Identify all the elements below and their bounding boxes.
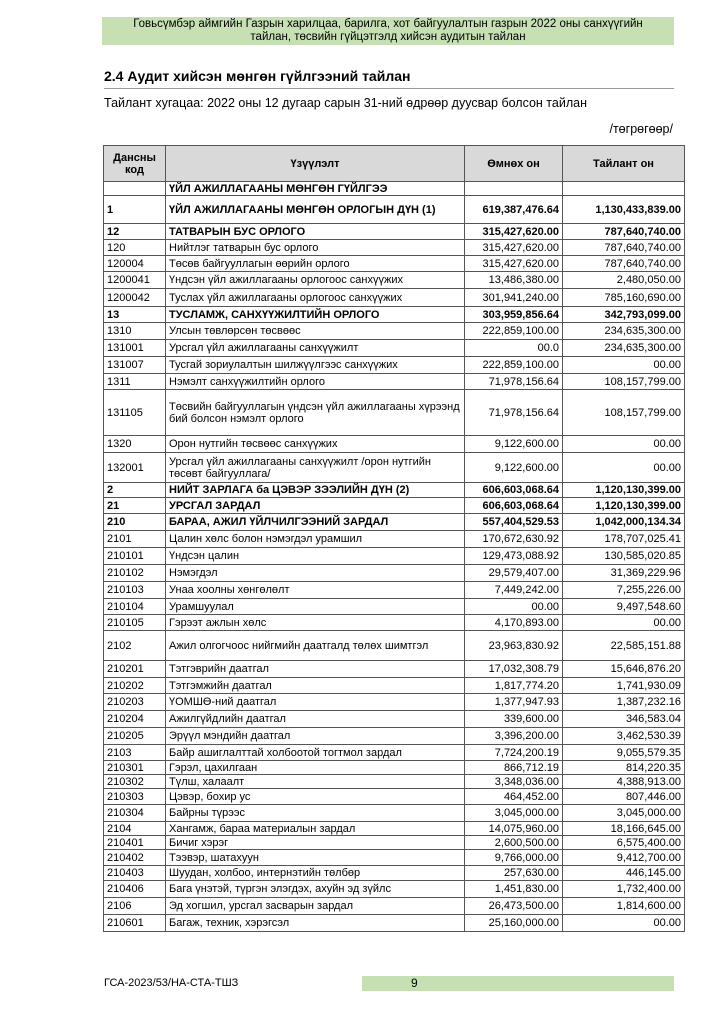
previous-year-cell: 606,603,068.64 <box>465 483 563 498</box>
account-code-cell: 210201 <box>104 661 166 678</box>
indicator-cell: Ажилгүйдлийн даатгал <box>166 711 465 728</box>
table-row <box>104 323 685 340</box>
indicator-cell: ҮЙЛ АЖИЛЛАГААНЫ МӨНГӨН ГҮЙЛГЭЭ <box>166 182 465 196</box>
account-code-cell: 2103 <box>104 745 166 761</box>
current-year-cell: 234,635,300.00 <box>563 323 685 340</box>
current-year-cell: 9,412,700.00 <box>563 850 685 866</box>
account-code-cell: 210406 <box>104 881 166 898</box>
current-year-cell: 7,255,226.00 <box>563 582 685 599</box>
indicator-cell: Нийтлэг татварын бус орлого <box>166 240 465 256</box>
previous-year-cell: 29,579,407.00 <box>465 565 563 582</box>
previous-year-cell: 23,963,830.92 <box>465 631 563 661</box>
current-year-cell: 1,130,433,839.00 <box>563 196 685 224</box>
table-row <box>104 483 685 498</box>
previous-year-cell: 1,377,947.93 <box>465 694 563 711</box>
current-year-cell: 178,707,025.41 <box>563 531 685 548</box>
account-code-cell: 1200041 <box>104 272 166 289</box>
current-year-cell: 6,575,400.00 <box>563 836 685 850</box>
previous-year-cell: 7,449,242.00 <box>465 582 563 599</box>
report-period: Тайлант хугацаа: 2022 оны 12 дугаар сарын 31-ний өдрөөр дуусвар болсон тайлан <box>104 96 587 110</box>
current-year-cell: 814,220.35 <box>563 761 685 775</box>
previous-year-cell: 222,859,100.00 <box>465 323 563 340</box>
account-code-cell: 1320 <box>104 436 166 453</box>
current-year-cell: 1,814,600.00 <box>563 898 685 915</box>
table-row <box>104 711 685 728</box>
current-year-cell: 00.00 <box>563 915 685 932</box>
indicator-cell: Шуудан, холбоо, интернэтийн төлбөр <box>166 866 465 881</box>
previous-year-cell: 00.0 <box>465 340 563 357</box>
indicator-cell: Тэтгэврийн даатгал <box>166 661 465 678</box>
current-year-cell: 1,120,130,399.00 <box>563 498 685 514</box>
current-year-cell: 31,369,229.96 <box>563 565 685 582</box>
account-code-cell: 210403 <box>104 866 166 881</box>
indicator-cell: Орон нутгийн төсвөөс санхүүжих <box>166 436 465 453</box>
table-row <box>104 775 685 789</box>
account-code-cell: 2101 <box>104 531 166 548</box>
table-row <box>104 340 685 357</box>
previous-year-cell: 7,724,200.19 <box>465 745 563 761</box>
indicator-cell: ҮЙЛ АЖИЛЛАГААНЫ МӨНГӨН ОРЛОГЫН ДҮН (1) <box>166 196 465 224</box>
account-code-cell: 12 <box>104 224 166 240</box>
previous-year-cell: 1,451,830.00 <box>465 881 563 898</box>
previous-year-cell: 301,941,240.00 <box>465 289 563 307</box>
indicator-cell: Хангамж, бараа материалын зардал <box>166 822 465 836</box>
table-row <box>104 436 685 453</box>
previous-year-cell: 00.00 <box>465 599 563 615</box>
current-year-cell: 3,045,000.00 <box>563 805 685 822</box>
account-code-cell: 2106 <box>104 898 166 915</box>
indicator-cell: Нэмэлт санхүүжилтийн орлого <box>166 374 465 390</box>
current-year-cell: 00.00 <box>563 436 685 453</box>
account-code-cell: 210103 <box>104 582 166 599</box>
current-year-cell: 1,732,400.00 <box>563 881 685 898</box>
table-row <box>104 805 685 822</box>
account-code-cell: 132001 <box>104 453 166 483</box>
table-row <box>104 694 685 711</box>
current-year-cell <box>563 182 685 196</box>
previous-year-cell: 339,600.00 <box>465 711 563 728</box>
table-row <box>104 498 685 514</box>
account-code-cell: 210205 <box>104 728 166 745</box>
table-row <box>104 374 685 390</box>
previous-year-cell: 13,486,380.00 <box>465 272 563 289</box>
table-row <box>104 224 685 240</box>
previous-year-cell: 2,600,500.00 <box>465 836 563 850</box>
current-year-cell: 00.00 <box>563 615 685 631</box>
indicator-cell: Гэрээт ажлын хөлс <box>166 615 465 631</box>
indicator-cell: Урсгал үйл ажиллагааны санхүүжилт /орон нутгийн төсөвт байгууллага/ <box>166 453 465 483</box>
indicator-cell: Улсын төвлөрсөн төсвөөс <box>166 323 465 340</box>
account-code-cell: 13 <box>104 307 166 323</box>
indicator-cell: Цэвэр, бохир ус <box>166 789 465 805</box>
table-row <box>104 678 685 694</box>
indicator-cell: Унаа хоолны хөнгөлөлт <box>166 582 465 599</box>
current-year-cell: 108,157,799.00 <box>563 390 685 436</box>
indicator-cell: Ажил олгогчоос нийгмийн даатгалд төлөх шимтгэл <box>166 631 465 661</box>
table-row <box>104 182 685 196</box>
table-row <box>104 582 685 599</box>
indicator-cell: Төсвийн байгууллагын үндсэн үйл ажиллагааны хүрээнд бий болсон нэмэлт орлого <box>166 390 465 436</box>
previous-year-cell: 9,766,000.00 <box>465 850 563 866</box>
indicator-cell: Байр ашиглалттай холбоотой тогтмол зардал <box>166 745 465 761</box>
table-row <box>104 514 685 531</box>
cash-flow-table <box>103 145 685 932</box>
table-row <box>104 866 685 881</box>
table-row <box>104 453 685 483</box>
previous-year-cell: 315,427,620.00 <box>465 240 563 256</box>
previous-year-cell: 303,959,856.64 <box>465 307 563 323</box>
account-code-cell: 2 <box>104 483 166 498</box>
table-row <box>104 728 685 745</box>
current-year-cell: 785,160,690.00 <box>563 289 685 307</box>
indicator-cell: ТУСЛАМЖ, САНХҮҮЖИЛТИЙН ОРЛОГО <box>166 307 465 323</box>
indicator-cell: Тэтгэмжийн даатгал <box>166 678 465 694</box>
current-year-cell: 346,583.04 <box>563 711 685 728</box>
table-row <box>104 548 685 565</box>
current-year-cell: 15,646,876.20 <box>563 661 685 678</box>
table-row <box>104 850 685 866</box>
currency-unit: /төгрөгөөр/ <box>609 122 673 136</box>
table-row <box>104 599 685 615</box>
account-code-cell: 1 <box>104 196 166 224</box>
table-row <box>104 256 685 272</box>
indicator-cell: Урсгал үйл ажиллагааны санхүүжилт <box>166 340 465 357</box>
account-code-cell: 1200042 <box>104 289 166 307</box>
indicator-cell: БАРАА, АЖИЛ ҮЙЛЧИЛГЭЭНИЙ ЗАРДАЛ <box>166 514 465 531</box>
previous-year-cell: 170,672,630.92 <box>465 531 563 548</box>
current-year-cell: 787,640,740.00 <box>563 256 685 272</box>
indicator-cell: Тээвэр, шатахуун <box>166 850 465 866</box>
account-code-cell: 210204 <box>104 711 166 728</box>
header-account-code: Дансны код <box>104 146 166 182</box>
header-current-year: Тайлант он <box>563 146 685 182</box>
table-row <box>104 307 685 323</box>
previous-year-cell: 71,978,156.64 <box>465 390 563 436</box>
account-code-cell: 1310 <box>104 323 166 340</box>
current-year-cell: 00.00 <box>563 453 685 483</box>
table-row <box>104 822 685 836</box>
account-code-cell: 210302 <box>104 775 166 789</box>
previous-year-cell: 606,603,068.64 <box>465 498 563 514</box>
current-year-cell: 1,042,000,134.34 <box>563 514 685 531</box>
current-year-cell: 1,387,232.16 <box>563 694 685 711</box>
indicator-cell: УРСГАЛ ЗАРДАЛ <box>166 498 465 514</box>
account-code-cell: 210303 <box>104 789 166 805</box>
current-year-cell: 130,585,020.85 <box>563 548 685 565</box>
table-row <box>104 531 685 548</box>
current-year-cell: 1,120,130,399.00 <box>563 483 685 498</box>
account-code-cell: 1311 <box>104 374 166 390</box>
table-row <box>104 881 685 898</box>
previous-year-cell <box>465 182 563 196</box>
table-row <box>104 196 685 224</box>
account-code-cell: 210301 <box>104 761 166 775</box>
account-code-cell: 21 <box>104 498 166 514</box>
indicator-cell: Гэрэл, цахилгаан <box>166 761 465 775</box>
previous-year-cell: 619,387,476.64 <box>465 196 563 224</box>
previous-year-cell: 1,817,774.20 <box>465 678 563 694</box>
current-year-cell: 1,741,930.09 <box>563 678 685 694</box>
indicator-cell: Урамшуулал <box>166 599 465 615</box>
indicator-cell: Төсөв байгууллагын өөрийн орлого <box>166 256 465 272</box>
account-code-cell: 210304 <box>104 805 166 822</box>
page-number: 9 <box>411 976 418 990</box>
account-code-cell: 210 <box>104 514 166 531</box>
previous-year-cell: 464,452.00 <box>465 789 563 805</box>
previous-year-cell: 17,032,308.79 <box>465 661 563 678</box>
account-code-cell: 2104 <box>104 822 166 836</box>
account-code-cell: 131001 <box>104 340 166 357</box>
account-code-cell: 210105 <box>104 615 166 631</box>
document-header <box>102 17 674 45</box>
account-code-cell <box>104 182 166 196</box>
current-year-cell: 22,585,151.88 <box>563 631 685 661</box>
header-indicator: Үзүүлэлт <box>166 146 465 182</box>
current-year-cell: 342,793,099.00 <box>563 307 685 323</box>
header-line-2: тайлан, төсвийн гүйцэтгэлд хийсэн аудитын тайлан <box>250 31 526 43</box>
indicator-cell: Байрны түрээс <box>166 805 465 822</box>
table-row <box>104 357 685 374</box>
table-row <box>104 240 685 256</box>
indicator-cell: ТАТВАРЫН БУС ОРЛОГО <box>166 224 465 240</box>
account-code-cell: 131105 <box>104 390 166 436</box>
section-title: 2.4 Аудит хийсэн мөнгөн гүйлгээний тайлан <box>104 68 674 89</box>
previous-year-cell: 71,978,156.64 <box>465 374 563 390</box>
table-row <box>104 745 685 761</box>
table-row <box>104 615 685 631</box>
previous-year-cell: 315,427,620.00 <box>465 224 563 240</box>
account-code-cell: 210104 <box>104 599 166 615</box>
table-body <box>104 182 685 932</box>
previous-year-cell: 26,473,500.00 <box>465 898 563 915</box>
account-code-cell: 131007 <box>104 357 166 374</box>
indicator-cell: Нэмэгдэл <box>166 565 465 582</box>
current-year-cell: 9,497,548.60 <box>563 599 685 615</box>
account-code-cell: 120 <box>104 240 166 256</box>
header-previous-year: Өмнөх он <box>465 146 563 182</box>
table-row <box>104 898 685 915</box>
indicator-cell: Тусгай зориулалтын шилжүүлгээс санхүүжих <box>166 357 465 374</box>
table-row <box>104 836 685 850</box>
previous-year-cell: 14,075,960.00 <box>465 822 563 836</box>
table-row <box>104 272 685 289</box>
current-year-cell: 446,145.00 <box>563 866 685 881</box>
indicator-cell: Бага үнэтэй, түргэн элэгдэх, ахуйн эд зүйлс <box>166 881 465 898</box>
previous-year-cell: 866,712.19 <box>465 761 563 775</box>
account-code-cell: 2102 <box>104 631 166 661</box>
current-year-cell: 108,157,799.00 <box>563 374 685 390</box>
previous-year-cell: 129,473,088.92 <box>465 548 563 565</box>
table-row <box>104 915 685 932</box>
previous-year-cell: 9,122,600.00 <box>465 453 563 483</box>
indicator-cell: ҮОМШӨ-ний даатгал <box>166 694 465 711</box>
indicator-cell: Түлш, халаалт <box>166 775 465 789</box>
account-code-cell: 210402 <box>104 850 166 866</box>
current-year-cell: 234,635,300.00 <box>563 340 685 357</box>
previous-year-cell: 9,122,600.00 <box>465 436 563 453</box>
previous-year-cell: 257,630.00 <box>465 866 563 881</box>
account-code-cell: 210601 <box>104 915 166 932</box>
table-row <box>104 289 685 307</box>
account-code-cell: 210203 <box>104 694 166 711</box>
current-year-cell: 00.00 <box>563 357 685 374</box>
previous-year-cell: 3,396,200.00 <box>465 728 563 745</box>
previous-year-cell: 315,427,620.00 <box>465 256 563 272</box>
current-year-cell: 3,462,530.39 <box>563 728 685 745</box>
table-row <box>104 390 685 436</box>
table-row <box>104 631 685 661</box>
current-year-cell: 787,640,740.00 <box>563 240 685 256</box>
account-code-cell: 210101 <box>104 548 166 565</box>
table-header-row <box>104 146 685 182</box>
indicator-cell: Туслах үйл ажиллагааны орлогоос санхүүжих <box>166 289 465 307</box>
table-row <box>104 789 685 805</box>
header-line-1: Говьсүмбэр аймгийн Газрын харилцаа, барилга, хот байгуулалтын газрын 2022 оны санхүүгийн <box>133 18 643 30</box>
account-code-cell: 210202 <box>104 678 166 694</box>
indicator-cell: НИЙТ ЗАРЛАГА ба ЦЭВЭР ЗЭЭЛИЙН ДҮН (2) <box>166 483 465 498</box>
current-year-cell: 807,446.00 <box>563 789 685 805</box>
current-year-cell: 2,480,050.00 <box>563 272 685 289</box>
previous-year-cell: 557,404,529.53 <box>465 514 563 531</box>
indicator-cell: Эрүүл мэндийн даатгал <box>166 728 465 745</box>
current-year-cell: 18,166,645.00 <box>563 822 685 836</box>
indicator-cell: Эд хогшил, урсгал засварын зардал <box>166 898 465 915</box>
table-row <box>104 761 685 775</box>
indicator-cell: Цалин хөлс болон нэмэгдэл урамшил <box>166 531 465 548</box>
account-code-cell: 210401 <box>104 836 166 850</box>
previous-year-cell: 3,045,000.00 <box>465 805 563 822</box>
previous-year-cell: 25,160,000.00 <box>465 915 563 932</box>
current-year-cell: 787,640,740.00 <box>563 224 685 240</box>
indicator-cell: Үндсэн үйл ажиллагааны орлогоос санхүүжих <box>166 272 465 289</box>
document-footer <box>102 976 674 991</box>
account-code-cell: 210102 <box>104 565 166 582</box>
footer-doc-code: ГСА-2023/53/НА-СТА-ТШЗ <box>104 977 239 989</box>
account-code-cell: 120004 <box>104 256 166 272</box>
indicator-cell: Багаж, техник, хэрэгсэл <box>166 915 465 932</box>
current-year-cell: 4,388,913.00 <box>563 775 685 789</box>
previous-year-cell: 3,348,036.00 <box>465 775 563 789</box>
previous-year-cell: 222,859,100.00 <box>465 357 563 374</box>
table-row <box>104 565 685 582</box>
table-row <box>104 661 685 678</box>
previous-year-cell: 4,170,893.00 <box>465 615 563 631</box>
current-year-cell: 9,055,579.35 <box>563 745 685 761</box>
indicator-cell: Үндсэн цалин <box>166 548 465 565</box>
indicator-cell: Бичиг хэрэг <box>166 836 465 850</box>
